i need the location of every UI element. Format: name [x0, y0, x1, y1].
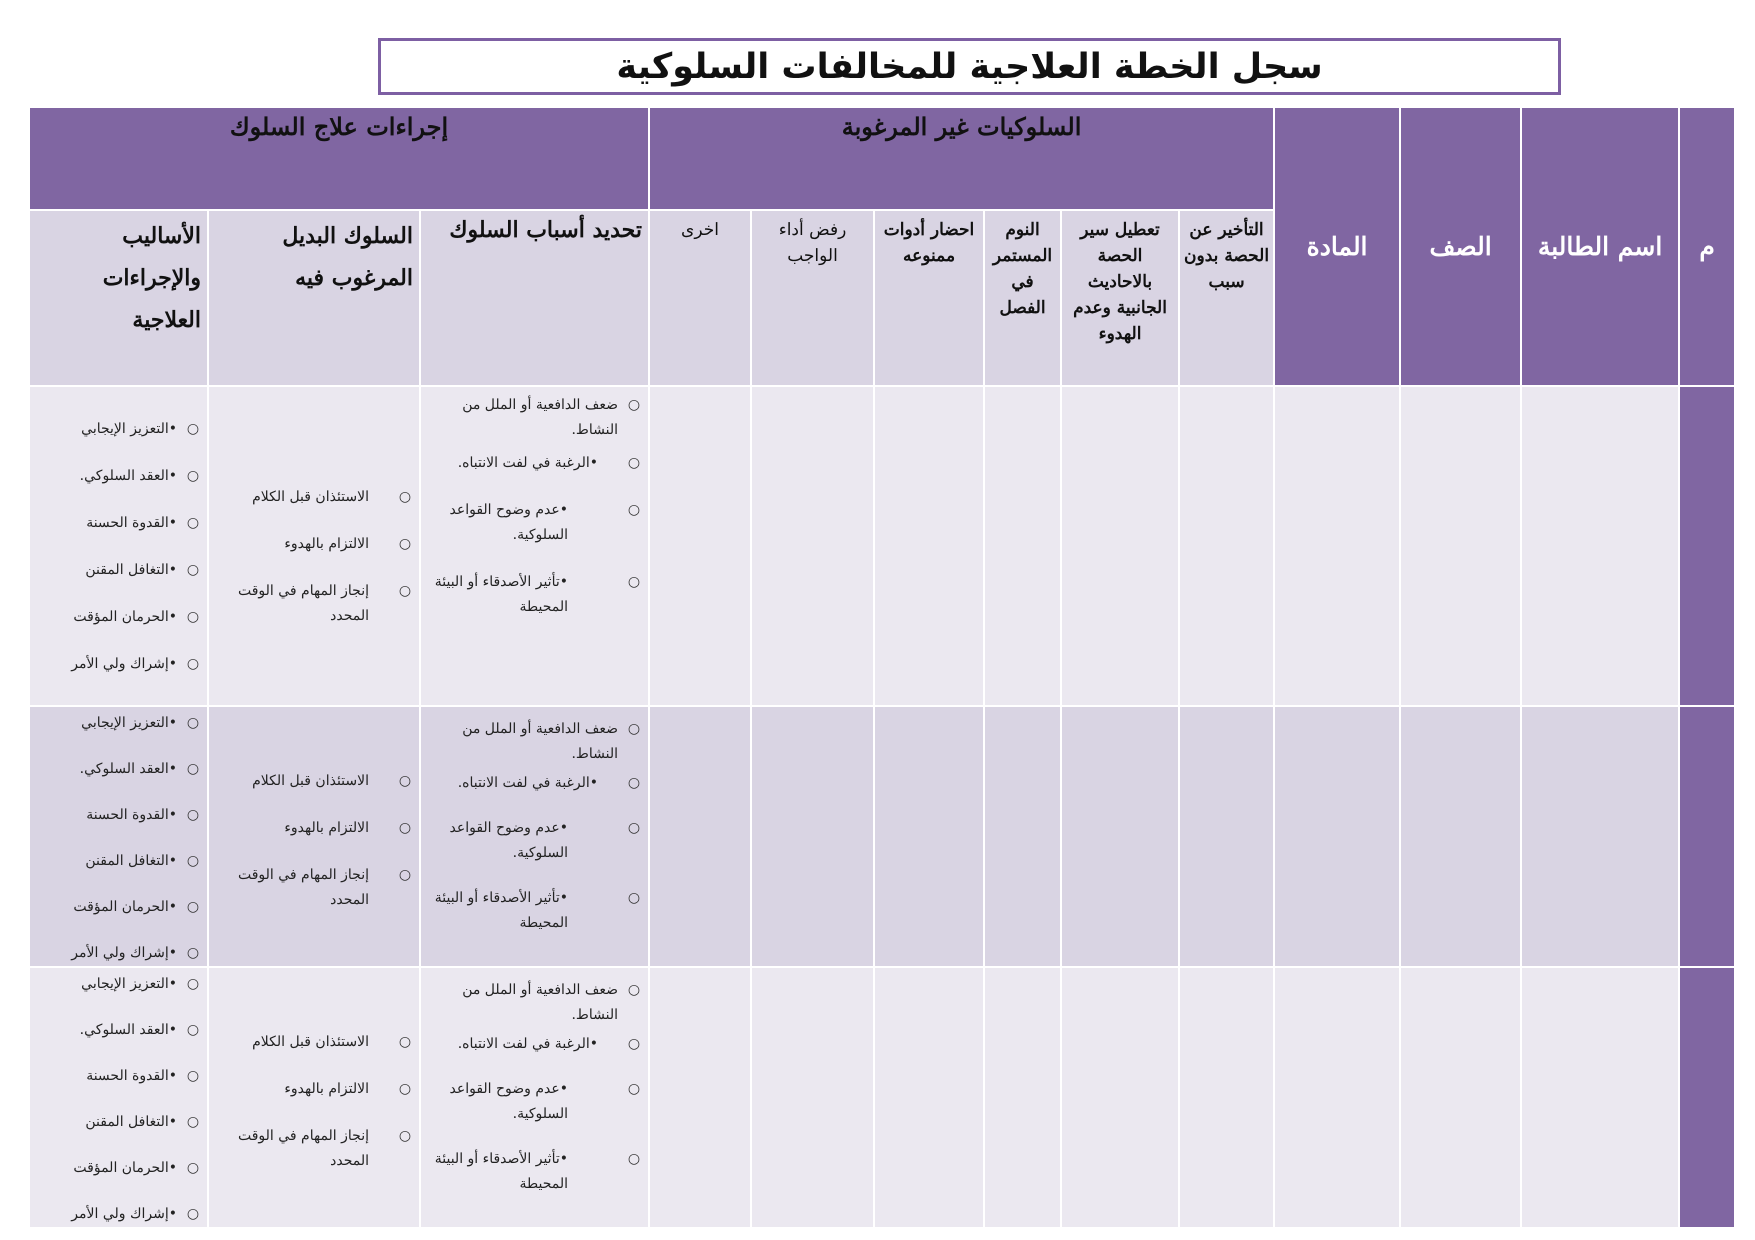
behavior-cell-forbidden-tools[interactable] [874, 386, 984, 706]
list-item: ○ •الرغبة في لفت الانتباه. [457, 1036, 641, 1052]
alternative-list [209, 769, 419, 913]
methods-list [30, 417, 207, 677]
list-item: ○ •الرغبة في لفت الانتباه. [457, 455, 641, 471]
behaviors-group-label: السلوكيات غير المرغوبة [841, 112, 1082, 141]
list-item: ○ •التغافل المقنن [85, 1114, 200, 1130]
alternative-list [209, 1030, 419, 1174]
behavior-cell-sleeping[interactable] [984, 386, 1061, 706]
list-item: ○ •الرغبة في لفت الانتباه. [457, 775, 641, 791]
behavior-cell-other[interactable] [649, 386, 751, 706]
list-item: ○ •إشراك ولي الأمر [71, 1206, 200, 1222]
behavior-cell-lateness[interactable] [1179, 386, 1274, 706]
list-item: ○ الالتزام بالهدوء [284, 1081, 412, 1097]
list-item: ○ •عدم وضوح القواعد السلوكية. [449, 502, 641, 543]
list-item: ○ •الحرمان المؤقت [73, 1160, 200, 1176]
num-cell [1679, 967, 1735, 1228]
behavior-header-forbidden-tools: احضار أدوات ممنوعه [874, 210, 984, 386]
table-row [29, 706, 1735, 967]
alternative-list [209, 485, 419, 629]
list-item: ○ الاستئذان قبل الكلام [252, 1034, 412, 1050]
list-item: ○ •القدوة الحسنة [86, 515, 200, 531]
list-item: ○ •العقد السلوكي. [79, 468, 200, 484]
list-item: ○ إنجاز المهام في الوقت المحدد [237, 867, 412, 908]
num-label: م [1699, 232, 1715, 261]
behavior-cell-disruption[interactable] [1061, 386, 1179, 706]
behavior-cell-other[interactable] [649, 706, 751, 967]
behavior-cell-lateness[interactable] [1179, 967, 1274, 1228]
behavior-cell-forbidden-tools[interactable] [874, 706, 984, 967]
num-header [1679, 107, 1735, 386]
list-item: ○ ضعف الدافعية أو الملل من النشاط. [462, 982, 641, 1023]
behavior-cell-disruption[interactable] [1061, 967, 1179, 1228]
student-name-header [1521, 107, 1679, 386]
list-item: ○ •تأثير الأصدقاء أو البيئة المحيطة [434, 574, 641, 615]
list-item: ○ •الحرمان المؤقت [73, 609, 200, 625]
behavior-cell-forbidden-tools[interactable] [874, 967, 984, 1228]
behavior-cell-sleeping[interactable] [984, 967, 1061, 1228]
list-item: ○ الاستئذان قبل الكلام [252, 773, 412, 789]
page-title: سجل الخطة العلاجية للمخالفات السلوكية [616, 46, 1323, 87]
alternative-cell [208, 386, 420, 706]
page-title-box [378, 38, 1561, 95]
list-item: ○ •تأثير الأصدقاء أو البيئة المحيطة [434, 890, 641, 931]
student-name-cell[interactable] [1521, 386, 1679, 706]
behavior-cell-homework[interactable] [751, 386, 874, 706]
grade-cell[interactable] [1400, 386, 1521, 706]
methods-header: الأساليب والإجراءات العلاجية [29, 210, 208, 386]
subject-cell[interactable] [1274, 967, 1400, 1228]
list-item: ○ الالتزام بالهدوء [284, 820, 412, 836]
methods-list [30, 711, 207, 966]
behaviors-group-header [649, 107, 1274, 210]
list-item: ○ •التغافل المقنن [85, 562, 200, 578]
causes-list [421, 978, 648, 1197]
list-item: ○ •القدوة الحسنة [86, 1068, 200, 1084]
behavior-cell-lateness[interactable] [1179, 706, 1274, 967]
causes-cell [420, 967, 649, 1228]
list-item: ○ إنجاز المهام في الوقت المحدد [237, 1128, 412, 1169]
list-item: ○ ضعف الدافعية أو الملل من النشاط. [462, 721, 641, 762]
behavior-header-homework: رفض أداء الواجب [751, 210, 874, 386]
list-item: ○ •القدوة الحسنة [86, 807, 200, 823]
behavior-header-sleeping: النوم المستمر في الفصل [984, 210, 1061, 386]
list-item: ○ •العقد السلوكي. [79, 1022, 200, 1038]
student-name-label: اسم الطالبة [1537, 232, 1663, 261]
student-name-cell[interactable] [1521, 967, 1679, 1228]
behavior-cell-sleeping[interactable] [984, 706, 1061, 967]
table-row [29, 386, 1735, 706]
procedures-group-header [29, 107, 649, 210]
list-item: ○ •التعزيز الإيجابي [81, 715, 200, 731]
behavior-header-lateness: التأخير عن الحصة بدون سبب [1179, 210, 1274, 386]
list-item: ○ •العقد السلوكي. [79, 761, 200, 777]
causes-list [421, 393, 648, 620]
subject-cell[interactable] [1274, 706, 1400, 967]
behavior-cell-disruption[interactable] [1061, 706, 1179, 967]
list-item: ○ •التعزيز الإيجابي [81, 421, 200, 437]
behavior-cell-homework[interactable] [751, 706, 874, 967]
behavior-header-other: اخرى [649, 210, 751, 386]
methods-cell [29, 386, 208, 706]
alternative-cell [208, 706, 420, 967]
grade-label: الصف [1429, 232, 1492, 261]
list-item: ○ ضعف الدافعية أو الملل من النشاط. [462, 397, 641, 438]
list-item: ○ الاستئذان قبل الكلام [252, 489, 412, 505]
alternative-header: السلوك البديل المرغوب فيه [208, 210, 420, 386]
subject-label: المادة [1306, 232, 1368, 261]
subject-header [1274, 107, 1400, 386]
behavior-plan-table [28, 106, 1736, 1229]
grade-header [1400, 107, 1521, 386]
alternative-cell [208, 967, 420, 1228]
num-cell [1679, 706, 1735, 967]
list-item: ○ إنجاز المهام في الوقت المحدد [237, 583, 412, 624]
grade-cell[interactable] [1400, 706, 1521, 967]
causes-header: تحديد أسباب السلوك [420, 210, 649, 386]
subject-cell[interactable] [1274, 386, 1400, 706]
causes-cell [420, 706, 649, 967]
list-item: ○ •الحرمان المؤقت [73, 899, 200, 915]
list-item: ○ •إشراك ولي الأمر [71, 945, 200, 961]
methods-list [30, 972, 207, 1227]
causes-cell [420, 386, 649, 706]
behavior-cell-homework[interactable] [751, 967, 874, 1228]
procedures-group-label: إجراءات علاج السلوك [229, 112, 449, 141]
methods-cell [29, 706, 208, 967]
list-item: ○ •عدم وضوح القواعد السلوكية. [449, 1081, 641, 1122]
list-item: ○ •عدم وضوح القواعد السلوكية. [449, 820, 641, 861]
behavior-header-disruption: تعطيل سير الحصة بالاحاديث الجانبية وعدم الهدوء [1061, 210, 1179, 386]
num-cell [1679, 386, 1735, 706]
list-item: ○ الالتزام بالهدوء [284, 536, 412, 552]
list-item: ○ •إشراك ولي الأمر [71, 656, 200, 672]
list-item: ○ •تأثير الأصدقاء أو البيئة المحيطة [434, 1151, 641, 1192]
list-item: ○ •التغافل المقنن [85, 853, 200, 869]
list-item: ○ •التعزيز الإيجابي [81, 976, 200, 992]
behavior-cell-other[interactable] [649, 967, 751, 1228]
methods-cell [29, 967, 208, 1228]
grade-cell[interactable] [1400, 967, 1521, 1228]
causes-list [421, 717, 648, 936]
student-name-cell[interactable] [1521, 706, 1679, 967]
table-row [29, 967, 1735, 1228]
